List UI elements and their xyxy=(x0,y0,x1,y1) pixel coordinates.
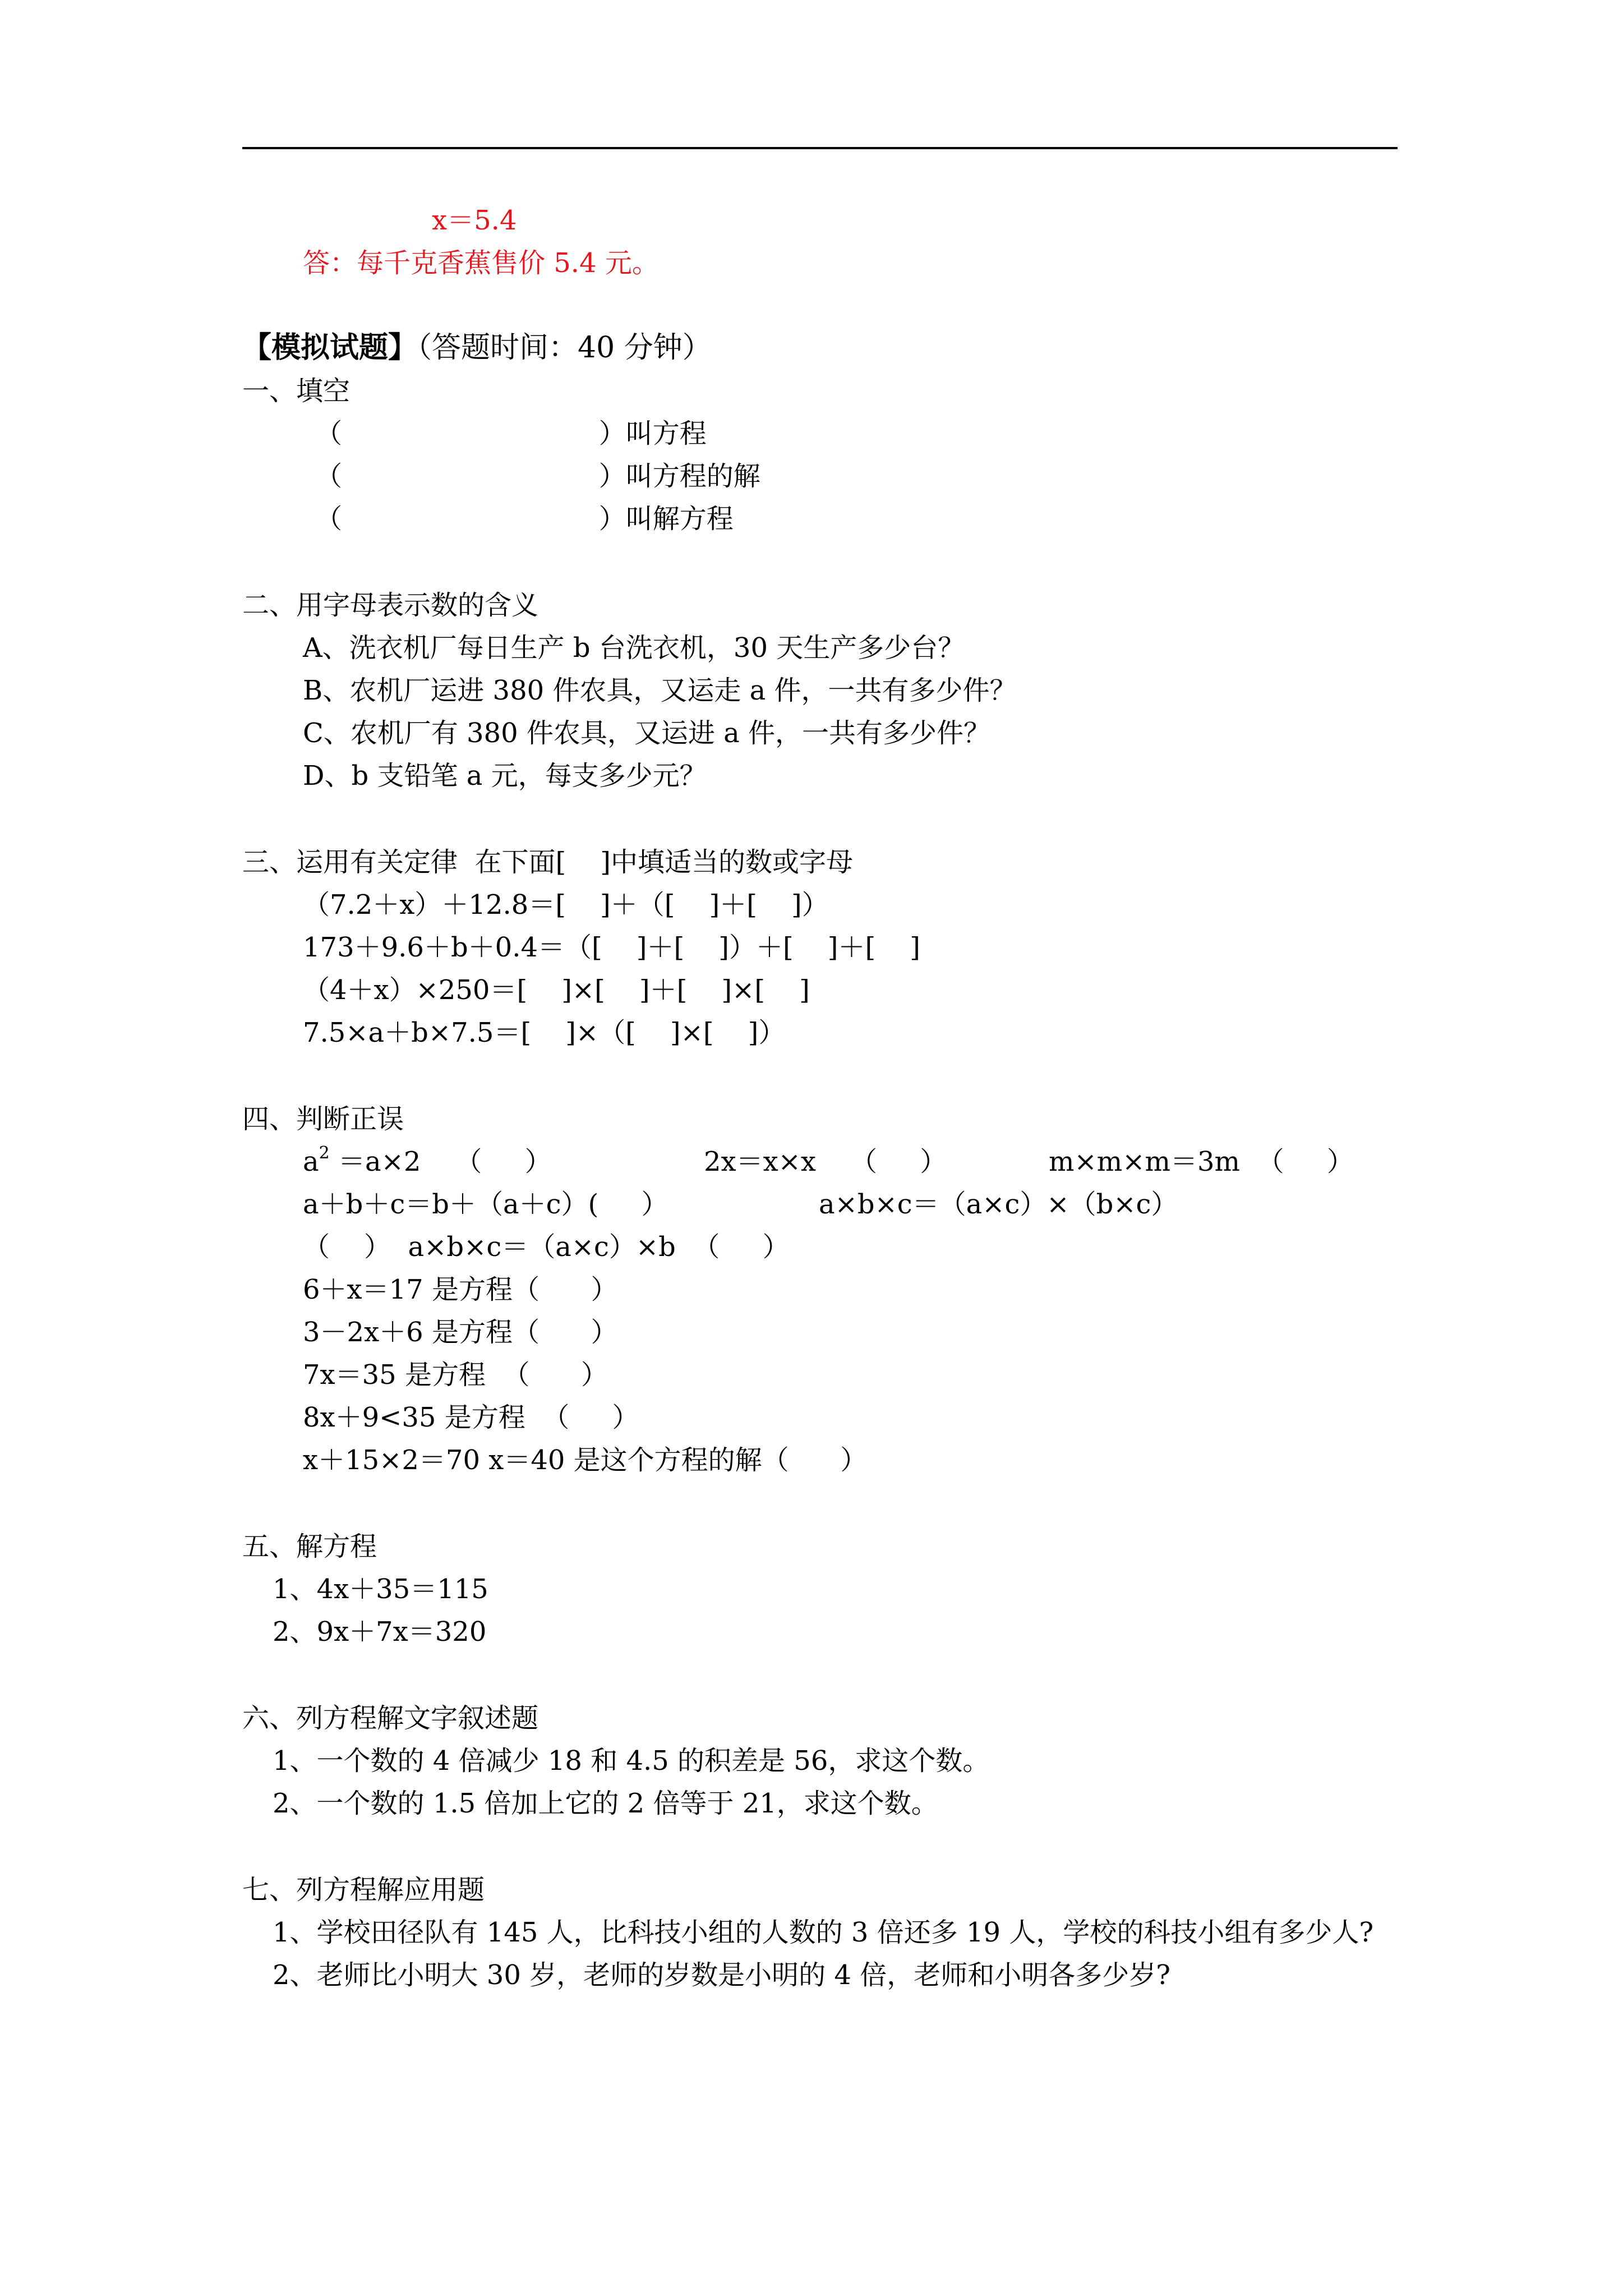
mock-exam-heading xyxy=(242,330,712,365)
law-item: 173＋9.6＋b＋0.4＝（[ ]＋[ ]）＋[ ]＋[ ] xyxy=(303,932,920,963)
word-problem: 2、一个数的 1.5 倍加上它的 2 倍等于 21，求这个数。 xyxy=(273,1788,938,1819)
letter-question: A、洗衣机厂每日生产 b 台洗衣机，30 天生产多少台？ xyxy=(303,632,965,664)
word-problem: 1、一个数的 4 倍减少 18 和 4.5 的积差是 56，求这个数。 xyxy=(273,1745,990,1777)
section-5-heading: 五、解方程 xyxy=(242,1531,377,1562)
section-7-heading: 七、列方程解应用题 xyxy=(242,1874,485,1906)
judge-item xyxy=(303,1144,552,1179)
equation-item: 2、9x＋7x＝320 xyxy=(273,1616,487,1648)
judge-item: （ ） a×b×c＝（a×c）×b （ ） xyxy=(303,1231,790,1263)
section-3-heading: 三、运用有关定律 在下面[ ]中填适当的数或字母 xyxy=(242,846,854,878)
section-2-heading: 二、用字母表示数的含义 xyxy=(242,590,539,621)
judge-item-base: a xyxy=(303,1146,319,1177)
application-problem: 2、老师比小明大 30 岁，老师的岁数是小明的 4 倍，老师和小明各多少岁? xyxy=(273,1959,1170,1991)
section-4-heading: 四、判断正误 xyxy=(242,1103,404,1135)
law-item: 7.5×a＋b×7.5＝[ ]×（[ ]×[ ]） xyxy=(303,1017,786,1048)
judge-item: m×m×m＝3m （ ） xyxy=(1049,1146,1354,1177)
fill-blank-item: （ ）叫方程的解 xyxy=(315,461,760,492)
equation-item: 1、4x＋35＝115 xyxy=(273,1573,488,1605)
letter-question: C、农机厂有 380 件农具，又运进 a 件，一共有多少件？ xyxy=(303,717,990,749)
judge-item: 7x＝35 是方程 （ ） xyxy=(303,1359,608,1391)
judge-item: a＋b＋c＝b＋（a＋c）( ） xyxy=(303,1189,668,1220)
letter-question: D、b 支铅笔 a 元，每支多少元？ xyxy=(303,760,707,792)
judge-item-rest: ＝a×2 （ ） xyxy=(329,1146,552,1177)
judge-item: 8x＋9<35 是方程 （ ） xyxy=(303,1402,639,1433)
application-problem: 1、学校田径队有 145 人，比科技小组的人数的 3 倍还多 19 人，学校的科技小组有多少人? xyxy=(273,1917,1374,1948)
mock-exam-title: 【模拟试题】 xyxy=(242,330,418,365)
answer-equation: x＝5.4 xyxy=(432,205,517,236)
judge-item: 2x＝x×x （ ） xyxy=(704,1146,947,1177)
fill-blank-item: （ ）叫解方程 xyxy=(315,503,734,535)
judge-item: 6＋x＝17 是方程（ ） xyxy=(303,1274,618,1305)
mock-exam-time-note: （答题时间：40 分钟） xyxy=(417,331,712,365)
judge-item: 3－2x＋6 是方程（ ） xyxy=(303,1317,618,1348)
judge-item-exponent: 2 xyxy=(319,1143,330,1163)
section-1-heading: 一、填空 xyxy=(242,375,351,407)
letter-question: B、农机厂运进 380 件农具，又运走 a 件，一共有多少件？ xyxy=(303,675,1017,706)
header-rule xyxy=(242,147,1398,149)
law-item: （4＋x）×250＝[ ]×[ ]＋[ ]×[ ] xyxy=(303,974,810,1006)
judge-item: x＋15×2＝70 x＝40 是这个方程的解（ ） xyxy=(303,1444,868,1476)
answer-text: 答：每千克香蕉售价 5.4 元。 xyxy=(303,247,659,279)
judge-item: a×b×c＝（a×c）×（b×c） xyxy=(819,1189,1178,1220)
law-item: （7.2＋x）＋12.8＝[ ]＋（[ ]＋[ ]） xyxy=(303,889,829,921)
fill-blank-item: （ ）叫方程 xyxy=(315,418,707,449)
section-6-heading: 六、列方程解文字叙述题 xyxy=(242,1703,539,1734)
